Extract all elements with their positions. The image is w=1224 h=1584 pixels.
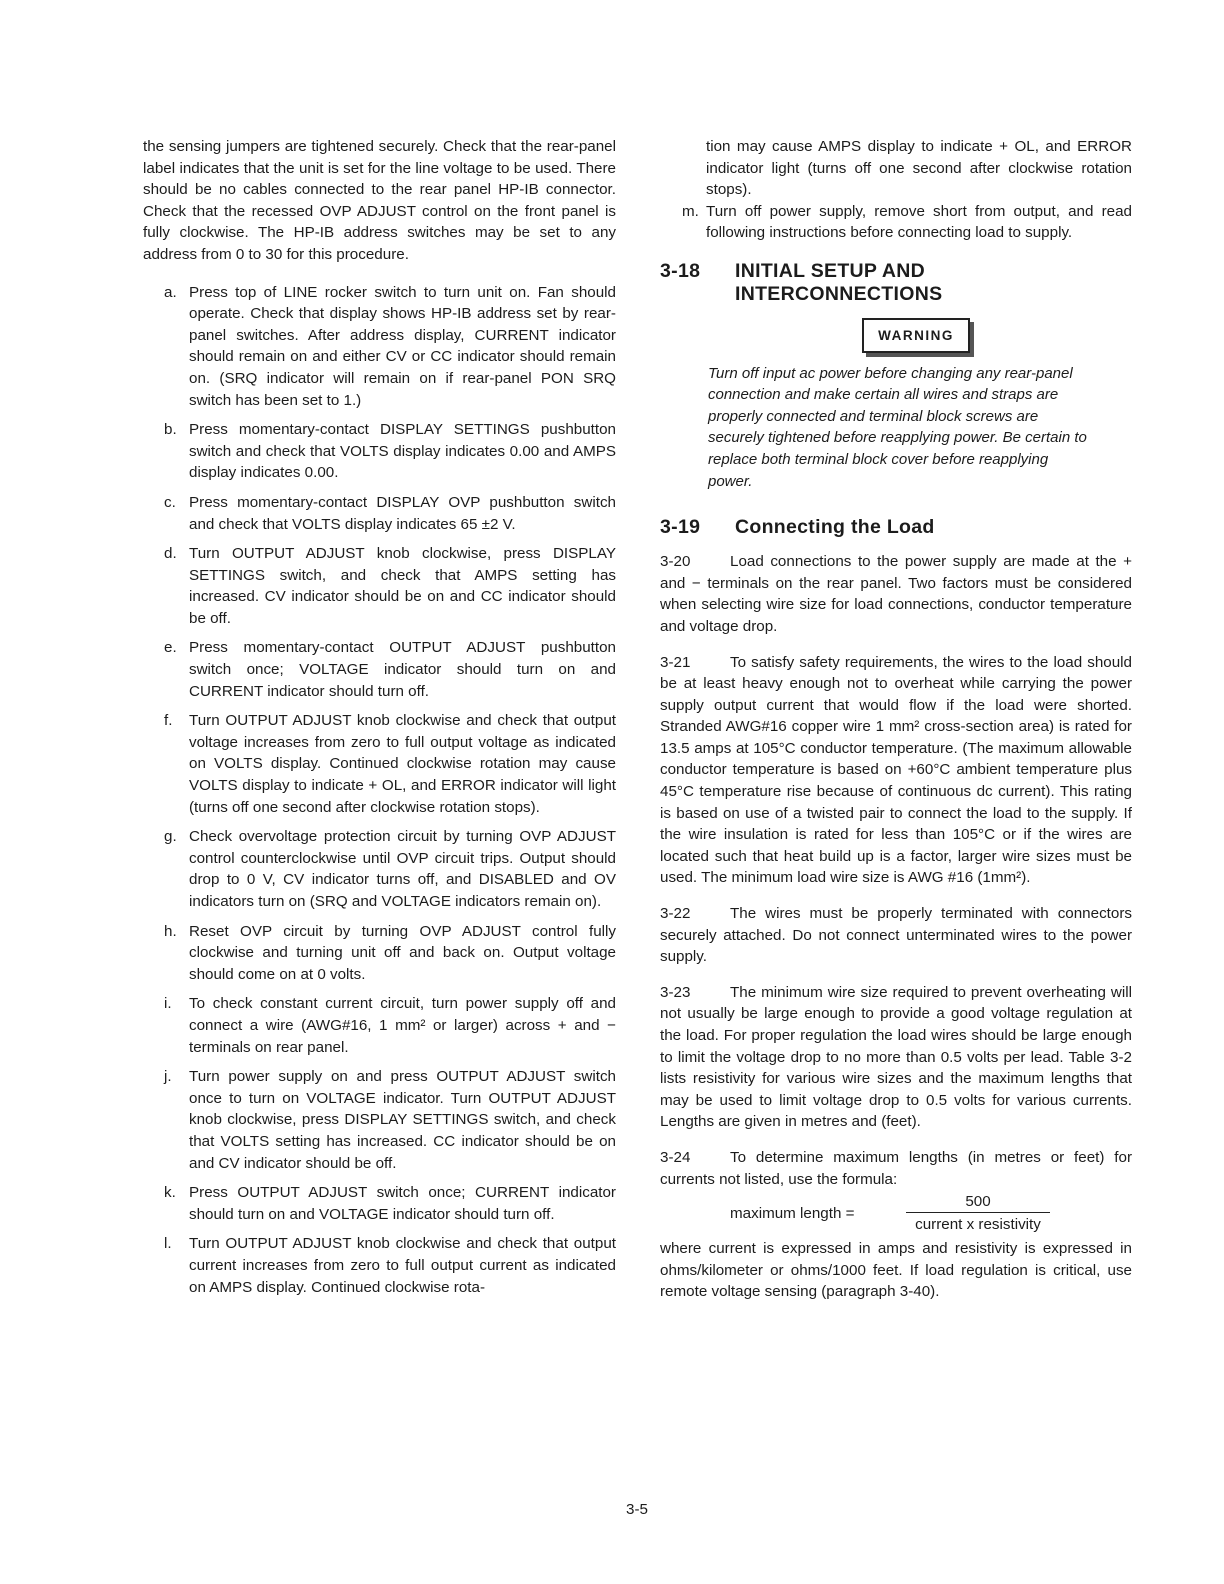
paragraph-text: Load connections to the power supply are made at the + and − terminals on the rear panel. Two factors must be considered when selecting wire size for load connections, conductor temperature and voltage drop. bbox=[660, 553, 1132, 635]
section-heading-3-18 bbox=[660, 260, 1132, 306]
section-heading-3-19 bbox=[660, 516, 1132, 539]
step-text: Press OUTPUT ADJUST switch once; CURRENT indicator should turn on and VOLTAGE indicator should turn off. bbox=[189, 1184, 616, 1223]
step-text: To check constant current circuit, turn power supply off and connect a wire (AWG#16, 1 mm² or larger) across + and − terminals on rear panel. bbox=[189, 995, 616, 1056]
formula-lhs: maximum length = bbox=[730, 1205, 855, 1223]
paragraph-text: To satisfy safety requirements, the wires to the load should be at least heavy enough not to overheat while carrying the power supply output current that would flow if the load were shorted. Stranded AWG#16 copper wire 1 mm² cross-section area) is rated for 13.5 amps at 105°C conductor temperature. (The maximum allowable conductor temperature is based on +60°C ambient temperature plus 45°C temperature rise because of continuous dc current). This rating is based on use of a twisted pair to connect the load to the supply. If the wire insulation is rated for less than 105°C or if the wires are located such that heat build up is a factor, larger wire sizes must be used. The minimum load wire size is AWG #16 (1mm²). bbox=[660, 653, 1132, 887]
step-label: j. bbox=[164, 1068, 172, 1086]
step-label: d. bbox=[164, 545, 177, 563]
procedure-step bbox=[143, 1066, 616, 1174]
step-l-continuation: tion may cause AMPS display to indicate + OL, and ERROR indicator light (turns off one second after clockwise rotation stops). bbox=[706, 138, 1132, 199]
formula-denominator: current x resistivity bbox=[915, 1216, 1041, 1234]
procedure-step bbox=[143, 282, 616, 412]
step-label: a. bbox=[164, 283, 177, 301]
section-number: 3-18 bbox=[660, 259, 701, 282]
warning-text: Turn off input ac power before changing any rear-panel connection and make certain all wires and straps are properly connected and terminal block screws are securely tightened before reapplying power. Be certain to replace both terminal block cover before reapplying power. bbox=[708, 364, 1087, 490]
procedure-step bbox=[143, 543, 616, 629]
step-text: Turn power supply on and press OUTPUT ADJUST switch once to turn on VOLTAGE indicator. Turn OUTPUT ADJUST knob clockwise, press DISPLAY SETTINGS switch, and check that VOLTS setting has increased. CC indicator should be on and CV indicator should be off. bbox=[189, 1068, 616, 1172]
intro-paragraph: the sensing jumpers are tightened securely. Check that the rear-panel label indicates that the unit is set for the line voltage to be used. There should be no cables connected to the rear panel HP-IB connector. Check that the recessed OVP ADJUST control on the front panel is fully clockwise. The HP-IB address switches may be set to any address from 0 to 30 for this procedure. bbox=[143, 138, 616, 263]
procedure-step bbox=[143, 1233, 616, 1298]
paragraph-number: 3-20 bbox=[660, 553, 691, 571]
procedure-step bbox=[660, 201, 1132, 244]
paragraph-text: The wires must be properly terminated with connectors securely attached. Do not connect unterminated wires to the power supply. bbox=[660, 905, 1132, 966]
paragraph-number: 3-21 bbox=[660, 653, 691, 671]
section-title bbox=[735, 260, 942, 306]
step-text: Turn OUTPUT ADJUST knob clockwise, press DISPLAY SETTINGS switch, and check that AMPS setting has increased. CV indicator should be on and CC indicator should be off. bbox=[189, 545, 616, 627]
step-label: e. bbox=[164, 639, 177, 657]
step-text: Press momentary-contact OUTPUT ADJUST pushbutton switch once; VOLTAGE indicator should turn on and CURRENT indicator should turn off. bbox=[189, 639, 616, 700]
step-text: Check overvoltage protection circuit by turning OVP ADJUST control counterclockwise until OVP circuit trips. Output should drop to 0 V, CV indicator turns off, and DISABLED and OV indicators turn on (SRQ and VOLTAGE indicators remain on). bbox=[189, 828, 616, 910]
step-text: Turn OUTPUT ADJUST knob clockwise and check that output voltage increases from zero to full output voltage as indicated on VOLTS display. Continued clockwise rotation may cause VOLTS display to indicate + OL, and ERROR indicator will light (turns off one second after clockwise rotation stops). bbox=[189, 712, 616, 816]
right-column bbox=[660, 136, 1132, 1303]
paragraph-number: 3-23 bbox=[660, 983, 691, 1001]
procedure-step bbox=[143, 492, 616, 535]
formula-numerator: 500 bbox=[906, 1192, 1050, 1213]
section-title: Connecting the Load bbox=[735, 516, 935, 539]
step-text: Reset OVP circuit by turning OVP ADJUST control fully clockwise and turning unit off and back on. Output voltage should come on at 0 volts. bbox=[189, 922, 616, 983]
step-text: Press momentary-contact DISPLAY OVP pushbutton switch and check that VOLTS display indicates 65 ±2 V. bbox=[189, 493, 616, 533]
section-title-line: INTERCONNECTIONS bbox=[735, 282, 943, 305]
step-label: f. bbox=[164, 712, 173, 730]
step-label: m. bbox=[682, 202, 699, 220]
paragraph bbox=[660, 652, 1132, 890]
step-text: Turn OUTPUT ADJUST knob clockwise and check that output current increases from zero to full output current as indicated on AMPS display. Continued clockwise rota- bbox=[189, 1235, 616, 1296]
step-label: c. bbox=[164, 493, 176, 511]
step-text: Press momentary-contact DISPLAY SETTINGS pushbutton switch and check that VOLTS display indicates 0.00 and AMPS display indicates 0.00. bbox=[189, 421, 616, 482]
warning-callout bbox=[700, 318, 1132, 353]
step-text: Turn off power supply, remove short from output, and read following instructions before connecting load to supply. bbox=[706, 202, 1132, 242]
procedure-step bbox=[143, 419, 616, 484]
procedure-step bbox=[143, 993, 616, 1058]
closing-paragraph: where current is expressed in amps and resistivity is expressed in ohms/kilometer or ohms/1000 feet. If load regulation is critical, use remote voltage sensing (paragraph 3-40). bbox=[660, 1240, 1132, 1301]
max-length-formula bbox=[660, 1192, 1132, 1238]
step-label: l. bbox=[164, 1235, 172, 1253]
step-text: Press top of LINE rocker switch to turn unit on. Fan should operate. Check that display shows HP-IB address set by rear-panel switches. After address display, CURRENT indicator should remain on and either CV or CC indicator should remain on. (SRQ indicator will remain on if rear-panel PON SRQ switch has been set to 1.) bbox=[189, 283, 616, 409]
paragraph-text: To determine maximum lengths (in metres or feet) for currents not listed, use the formula: bbox=[660, 1148, 1132, 1188]
step-label: g. bbox=[164, 828, 177, 846]
section-number: 3-19 bbox=[660, 516, 701, 539]
procedure-step bbox=[143, 637, 616, 702]
procedure-step bbox=[143, 1182, 616, 1225]
section-title-line: INITIAL SETUP AND bbox=[735, 259, 926, 282]
procedure-step bbox=[143, 710, 616, 818]
procedure-steps bbox=[143, 282, 616, 1299]
step-label: h. bbox=[164, 922, 177, 940]
step-label: k. bbox=[164, 1184, 176, 1202]
paragraph bbox=[660, 903, 1132, 968]
step-label: b. bbox=[164, 421, 177, 439]
paragraph bbox=[660, 982, 1132, 1133]
step-label: i. bbox=[164, 995, 172, 1013]
paragraph-number: 3-22 bbox=[660, 905, 691, 923]
procedure-step bbox=[143, 826, 616, 912]
page-number: 3-5 bbox=[626, 1501, 648, 1518]
paragraph-text: The minimum wire size required to prevent overheating will not usually be large enough to provide a good voltage regulation at the load. For proper regulation the load wires should be large enough to limit the voltage drop to no more than 0.5 volts per lead. Table 3-2 lists resistivity for various wire sizes and the maximum lengths that may be used to limit voltage drop to 0.5 volts for various currents. Lengths are given in metres and (feet). bbox=[660, 983, 1132, 1131]
paragraph bbox=[660, 551, 1132, 637]
paragraph bbox=[660, 1147, 1132, 1190]
paragraph-number: 3-24 bbox=[660, 1148, 691, 1166]
left-column bbox=[143, 136, 616, 1306]
procedure-step bbox=[143, 921, 616, 986]
warning-label: WARNING bbox=[862, 318, 970, 353]
